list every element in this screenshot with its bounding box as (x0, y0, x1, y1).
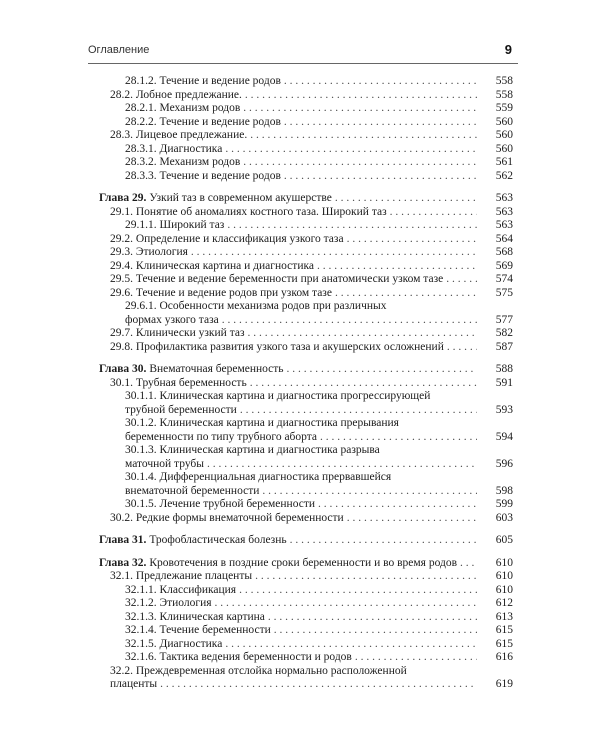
toc-entry-label-continuation: маточной трубы . . . (125, 458, 204, 470)
toc-entry[interactable] (99, 417, 513, 444)
toc-chapter-entry[interactable] (99, 192, 513, 206)
toc-entry[interactable] (99, 116, 513, 130)
toc-entry-label: 32.1.1. Классификация (125, 583, 237, 596)
toc-entry-label: 29.3. Этиология (110, 246, 188, 258)
toc-entry-label: Трофобластическая болезнь (149, 534, 287, 546)
toc-chapter-number: Глава 31. (99, 534, 147, 546)
toc-entry[interactable] (99, 102, 513, 116)
toc-page-number: 575 (477, 287, 513, 301)
toc-entry-label: 29.2. Определение и классификация узкого таза (110, 232, 344, 245)
toc-entry[interactable] (99, 75, 513, 89)
toc-chapter-entry[interactable] (99, 363, 513, 377)
toc-page-number: 598 (477, 485, 513, 499)
toc-page-number: 582 (477, 327, 513, 341)
toc-entry[interactable] (99, 638, 513, 652)
toc-page-number: 564 (477, 233, 513, 247)
toc-page-number: 616 (477, 651, 513, 665)
toc-entry-label: 32.2. Преждевременная отслойка нормально расположенной (110, 664, 407, 677)
toc-chapter-entry[interactable] (99, 534, 513, 548)
toc-entry[interactable] (99, 584, 513, 598)
toc-entry[interactable] (99, 143, 513, 157)
toc-page-number: 560 (477, 143, 513, 157)
toc-entry-label: 28.3. Лицевое предлежание. (110, 129, 248, 141)
toc-page-number: 605 (477, 534, 513, 548)
toc-page-number: 610 (477, 584, 513, 598)
page-number: 9 (504, 42, 512, 57)
toc-page-number: 615 (477, 624, 513, 638)
toc-entry-label: Узкий таз в современном акушерстве (149, 192, 332, 204)
toc-entry[interactable] (99, 651, 513, 665)
toc-entry-label: 29.6. Течение и ведение родов при узком тазе (110, 286, 332, 299)
toc-page-number: 615 (477, 638, 513, 652)
toc-entry[interactable] (99, 611, 513, 625)
toc-entry[interactable] (99, 233, 513, 247)
toc-page-number: 560 (477, 116, 513, 130)
toc-chapter-number: Глава 32. (99, 556, 147, 569)
toc-page-number: 619 (477, 678, 513, 692)
toc-page-number: 588 (477, 363, 513, 377)
header-rule (88, 63, 518, 64)
toc-page-number: 558 (477, 75, 513, 89)
toc-chapter-number: Глава 30. (99, 363, 147, 375)
toc-entry-label: 29.1.1. Широкий таз (125, 219, 225, 231)
toc-entry[interactable] (99, 260, 513, 274)
toc-page-number: 563 (477, 192, 513, 206)
toc-page-number: 563 (477, 219, 513, 233)
toc-entry-label: 32.1.4. Течение беременности (125, 624, 271, 636)
toc-entry[interactable] (99, 665, 513, 692)
toc-entry-label: 30.1.5. Лечение трубной беременности (125, 498, 316, 510)
toc-entry-label: 30.1.3. Клиническая картина и диагностика разрыва (125, 444, 380, 456)
toc-page-number: 568 (477, 246, 513, 260)
toc-entry[interactable] (99, 512, 513, 526)
toc-entry[interactable] (99, 444, 513, 471)
toc-page-number: 562 (477, 170, 513, 184)
toc-entry[interactable] (99, 624, 513, 638)
toc-entry-label: 32.1.6. Тактика ведения беременности и родов (125, 651, 352, 663)
toc-page-number: 599 (477, 498, 513, 512)
toc-page-number: 563 (477, 206, 513, 220)
running-head-title: Оглавление (88, 44, 150, 56)
toc-entry-label: 32.1.5. Диагностика (125, 637, 223, 650)
toc-entry[interactable] (99, 219, 513, 233)
toc-entry[interactable] (99, 471, 513, 498)
toc-entry-label: 32.1.2. Этиология (125, 597, 212, 609)
toc-entry-label: 29.8. Профилактика развития узкого таза и акушерских осложнений (110, 340, 444, 353)
toc-entry[interactable] (99, 597, 513, 611)
toc-entry[interactable] (99, 129, 513, 143)
toc-entry[interactable] (99, 89, 513, 103)
toc-entry[interactable] (99, 341, 513, 355)
toc-entry-label: 29.4. Клиническая картина и диагностика (110, 259, 314, 272)
toc-entry-label: 28.1.2. Течение и ведение родов (125, 75, 281, 87)
toc-page-number: 613 (477, 611, 513, 625)
toc-entry-label: 30.1.4. Дифференциальная диагностика прервавшейся (125, 471, 392, 483)
toc-page-number: 558 (477, 89, 513, 103)
toc-entry-label-continuation: плаценты . . . (110, 678, 157, 690)
toc-page-number: 591 (477, 377, 513, 391)
toc-entry[interactable] (99, 377, 513, 391)
toc-entry-label: 32.1. Предлежание плаценты (110, 570, 253, 582)
toc-page-number: 603 (477, 512, 513, 526)
toc-entry-label: Внематочная беременность (149, 363, 284, 375)
toc-page-number: 559 (477, 102, 513, 116)
toc-entry-label: 30.2. Редкие формы внематочной беременности (110, 511, 344, 524)
toc-entry-label-continuation: внематочной беременности . . . (125, 485, 259, 497)
toc-page-number: 561 (477, 156, 513, 170)
toc-page-number: 560 (477, 129, 513, 143)
toc-page-number: 596 (477, 458, 513, 472)
toc-chapter-number: Глава 29. (99, 192, 147, 204)
toc-page-number: 594 (477, 431, 513, 445)
toc-page-number: 577 (477, 314, 513, 328)
toc-page-number: 574 (477, 273, 513, 287)
table-of-contents (99, 75, 513, 692)
toc-entry-label: 28.3.1. Диагностика (125, 142, 223, 155)
toc-entry-label-continuation: формах узкого таза . . . (125, 314, 219, 326)
toc-entry-label: 29.5. Течение и ведение беременности при анатомически узком тазе (110, 273, 444, 285)
toc-entry[interactable] (99, 390, 513, 417)
toc-page-number: 612 (477, 597, 513, 611)
running-head (88, 44, 518, 56)
toc-entry[interactable] (99, 206, 513, 220)
toc-entry[interactable] (99, 327, 513, 341)
toc-entry-label: 28.3.3. Течение и ведение родов (125, 169, 281, 182)
toc-entry-label: 28.2.1. Механизм родов (125, 102, 241, 114)
toc-entry-label: 32.1.3. Клиническая картина (125, 610, 265, 623)
toc-page-number: 610 (477, 570, 513, 584)
toc-entry[interactable] (99, 246, 513, 260)
toc-entry[interactable] (99, 300, 513, 327)
toc-entry[interactable] (99, 170, 513, 184)
toc-entry[interactable] (99, 498, 513, 512)
toc-page-number: 569 (477, 260, 513, 274)
toc-entry-label: 30.1.1. Клиническая картина и диагностика прогрессирующей (125, 390, 431, 402)
toc-entry-label: 29.6.1. Особенности механизма родов при различных (125, 300, 387, 312)
toc-entry-label: 29.1. Понятие об аномалиях костного таза. Широкий таз (110, 205, 387, 218)
toc-entry-label-continuation: беременности по типу трубного аборта . . . (125, 431, 317, 443)
toc-entry[interactable] (99, 570, 513, 584)
toc-page-number: 610 (477, 557, 513, 571)
toc-entry[interactable] (99, 273, 513, 287)
toc-entry-label: 28.2.2. Течение и ведение родов (125, 115, 281, 128)
toc-entry-label: 28.2. Лобное предлежание. (110, 88, 242, 101)
toc-entry-label: Кровотечения в поздние сроки беременности и во время родов (149, 556, 458, 569)
toc-chapter-entry[interactable] (99, 557, 513, 571)
toc-entry-label: 30.1. Трубная беременность (110, 376, 247, 389)
toc-entry[interactable] (99, 156, 513, 170)
toc-entry-label: 30.1.2. Клиническая картина и диагностика прерывания (125, 417, 399, 429)
toc-entry[interactable] (99, 287, 513, 301)
toc-page-number: 587 (477, 341, 513, 355)
toc-entry-label: 29.7. Клинически узкий таз (110, 327, 245, 339)
toc-entry-label-continuation: трубной беременности . . . (125, 404, 237, 416)
toc-entry-label: 28.3.2. Механизм родов (125, 156, 241, 168)
toc-page-number: 593 (477, 404, 513, 418)
